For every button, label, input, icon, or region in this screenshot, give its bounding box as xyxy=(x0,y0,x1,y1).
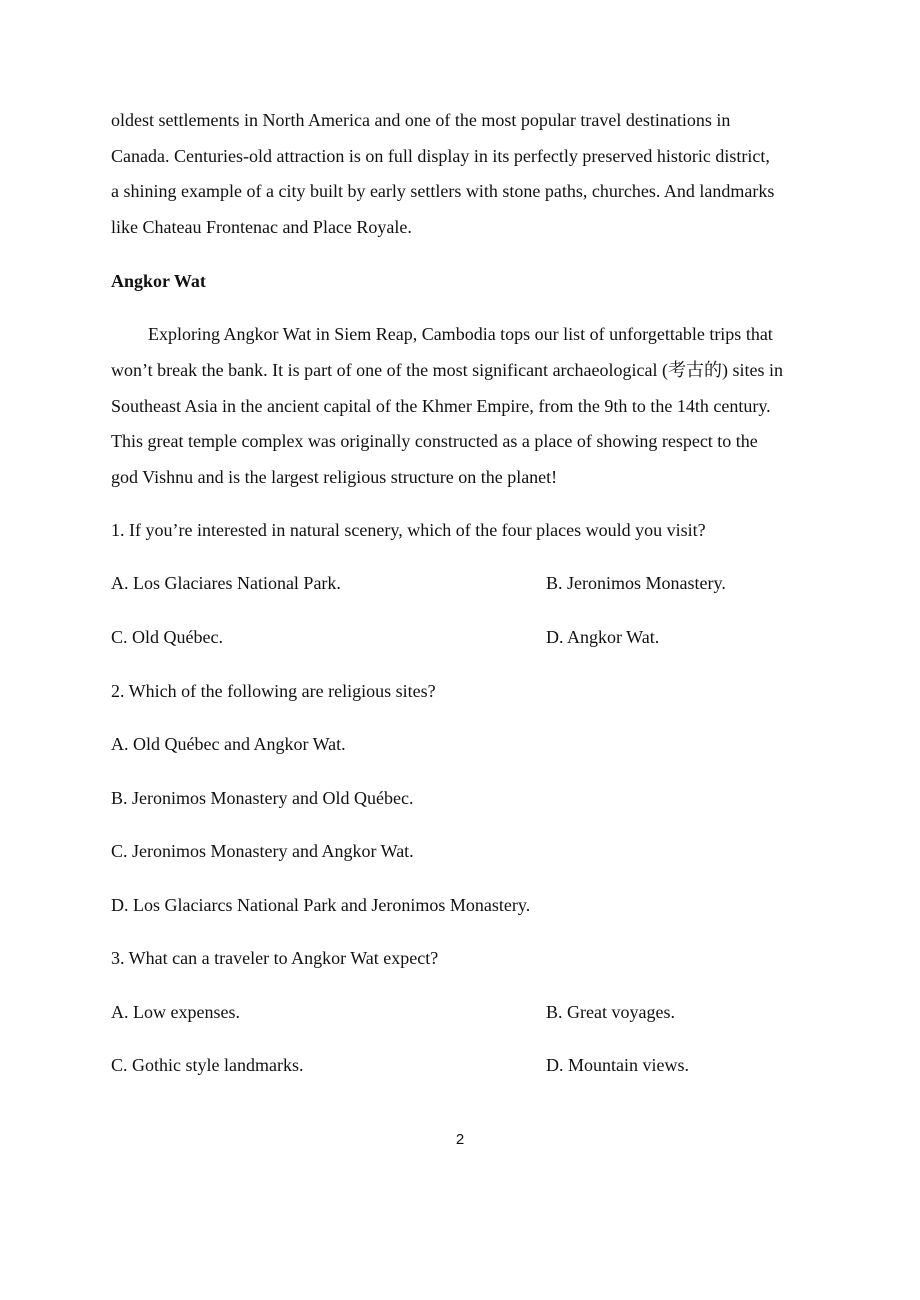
option-a: A. Low expenses. xyxy=(111,1002,240,1022)
passage-line: a shining example of a city built by early settlers with stone paths, churches. And landmarks xyxy=(111,181,775,201)
passage-line: This great temple complex was originally constructed as a place of showing respect to the xyxy=(111,431,758,451)
option-b: B. Jeronimos Monastery and Old Québec. xyxy=(111,788,414,808)
option-b: B. Jeronimos Monastery. xyxy=(546,573,726,593)
question-stem: 3. What can a traveler to Angkor Wat expect? xyxy=(111,948,439,968)
option-c: C. Old Québec. xyxy=(111,627,223,647)
option-d: D. Mountain views. xyxy=(546,1055,689,1075)
passage-line: god Vishnu and is the largest religious structure on the planet! xyxy=(111,467,558,487)
passage-line: Canada. Centuries-old attraction is on full display in its perfectly preserved historic district, xyxy=(111,146,770,166)
passage-line: won’t break the bank. It is part of one of the most significant archaeological (考古的) sites in xyxy=(111,360,783,380)
question-stem: 1. If you’re interested in natural scenery, which of the four places would you visit? xyxy=(111,520,706,540)
passage-line: oldest settlements in North America and one of the most popular travel destinations in xyxy=(111,110,731,130)
passage-line: like Chateau Frontenac and Place Royale. xyxy=(111,217,412,237)
question-stem: 2. Which of the following are religious sites? xyxy=(111,681,436,701)
passage-line: Southeast Asia in the ancient capital of the Khmer Empire, from the 9th to the 14th century. xyxy=(111,396,771,416)
option-d: D. Los Glaciarcs National Park and Jeronimos Monastery. xyxy=(111,895,531,915)
option-a: A. Old Québec and Angkor Wat. xyxy=(111,734,346,754)
page-number: 2 xyxy=(455,1131,465,1148)
option-c: C. Jeronimos Monastery and Angkor Wat. xyxy=(111,841,414,861)
section-heading: Angkor Wat xyxy=(111,271,206,291)
option-d: D. Angkor Wat. xyxy=(546,627,660,647)
passage-line: Exploring Angkor Wat in Siem Reap, Cambodia tops our list of unforgettable trips that xyxy=(148,324,773,344)
option-a: A. Los Glaciares National Park. xyxy=(111,573,341,593)
option-c: C. Gothic style landmarks. xyxy=(111,1055,304,1075)
option-b: B. Great voyages. xyxy=(546,1002,675,1022)
